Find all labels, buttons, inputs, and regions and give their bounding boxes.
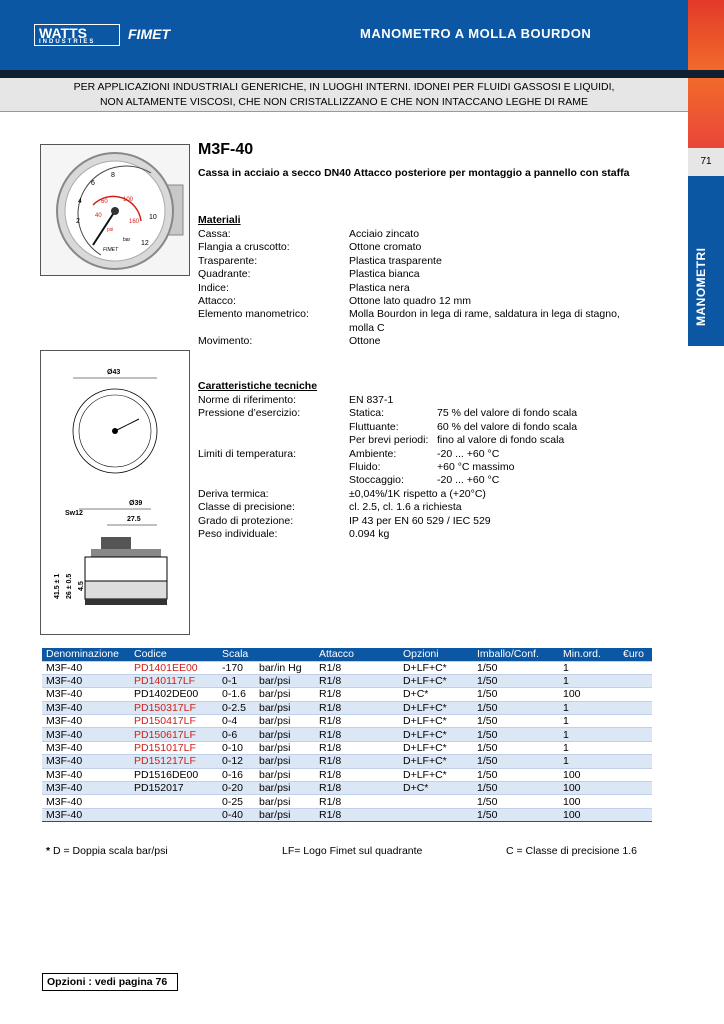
table-cell: bar/psi bbox=[255, 688, 315, 701]
tech-key bbox=[198, 474, 349, 487]
material-value: Plastica bianca bbox=[349, 268, 420, 281]
tech-row bbox=[198, 407, 678, 420]
material-key: Quadrante: bbox=[198, 268, 251, 281]
tech-value: +60 °C massimo bbox=[437, 461, 515, 474]
column-header: Scala bbox=[218, 648, 255, 661]
tech-sub: Fluttuante: bbox=[349, 420, 399, 433]
table-cell: R1/8 bbox=[315, 768, 399, 781]
table-cell: M3F-40 bbox=[42, 688, 130, 701]
table-cell: 1/50 bbox=[473, 661, 559, 674]
gauge-hub bbox=[111, 207, 119, 215]
table-row bbox=[42, 715, 652, 728]
application-banner bbox=[0, 78, 688, 112]
material-row bbox=[198, 335, 678, 348]
table-row bbox=[42, 782, 652, 795]
table-cell: R1/8 bbox=[315, 701, 399, 714]
table-cell: bar/psi bbox=[255, 808, 315, 821]
table-cell: D+LF+C* bbox=[399, 728, 473, 741]
material-row bbox=[198, 241, 678, 254]
material-key: Flangia a cruscotto: bbox=[198, 241, 290, 254]
tech-key bbox=[198, 421, 349, 434]
table-cell: 1 bbox=[559, 741, 619, 754]
table-cell: R1/8 bbox=[315, 661, 399, 674]
table-cell: R1/8 bbox=[315, 755, 399, 768]
table-cell: D+LF+C* bbox=[399, 674, 473, 687]
gauge-label-8: 8 bbox=[111, 172, 115, 179]
table-cell: M3F-40 bbox=[42, 808, 130, 821]
tech-sub: Per brevi periodi: bbox=[349, 434, 429, 447]
footnote-precision: C = Classe di precisione 1.6 bbox=[506, 845, 638, 857]
table-cell: bar/psi bbox=[255, 715, 315, 728]
tech-key: Grado di protezione: bbox=[198, 514, 294, 527]
table-cell: PD150417LF bbox=[130, 715, 218, 728]
table-cell: R1/8 bbox=[315, 715, 399, 728]
table-cell bbox=[619, 808, 652, 821]
material-value: Ottone cromato bbox=[349, 241, 422, 254]
footnote-logo: LF= Logo Fimet sul quadrante bbox=[282, 845, 423, 857]
gauge-label-12: 12 bbox=[141, 240, 149, 247]
gauge-label-160: 160 bbox=[129, 219, 140, 225]
table-cell: -170 bbox=[218, 661, 255, 674]
material-row bbox=[198, 322, 678, 335]
table-cell bbox=[130, 795, 218, 808]
gauge-label-40: 40 bbox=[95, 213, 102, 219]
table-cell: M3F-40 bbox=[42, 661, 130, 674]
banner-line-1: PER APPLICAZIONI INDUSTRIALI GENERICHE, IN LUOGHI INTERNI. IDONEI PER FLUIDI GASSOSI E LIQUIDI, bbox=[73, 81, 615, 93]
material-key: Elemento manometrico: bbox=[198, 308, 309, 321]
product-table bbox=[42, 648, 652, 822]
material-key: Indice: bbox=[198, 281, 229, 294]
table-cell: 1 bbox=[559, 701, 619, 714]
table-cell bbox=[619, 688, 652, 701]
table-cell bbox=[399, 808, 473, 821]
table-cell: 1/50 bbox=[473, 741, 559, 754]
tech-row bbox=[198, 394, 678, 407]
table-cell: 1 bbox=[559, 674, 619, 687]
material-key bbox=[198, 322, 349, 335]
footnote-a-text: D = Doppia scala bar/psi bbox=[50, 845, 168, 857]
tech-key: Classe di precisione: bbox=[198, 501, 295, 514]
table-cell: 100 bbox=[559, 808, 619, 821]
tech-key: Limiti di temperatura: bbox=[198, 447, 297, 460]
table-cell: D+C* bbox=[399, 688, 473, 701]
table-cell: 1/50 bbox=[473, 701, 559, 714]
table-cell: M3F-40 bbox=[42, 728, 130, 741]
model-description: Cassa in acciaio a secco DN40 Attacco posteriore per montaggio a pannello con staffa bbox=[198, 167, 630, 179]
table-cell: bar/psi bbox=[255, 728, 315, 741]
tech-value: -20 ... +60 °C bbox=[437, 447, 500, 460]
tech-value: 60 % del valore di fondo scala bbox=[437, 420, 578, 433]
table-cell: 1/50 bbox=[473, 768, 559, 781]
watts-logo-sub: INDUSTRIES bbox=[39, 39, 96, 45]
dim-sw12: Sw12 bbox=[65, 510, 83, 517]
table-cell bbox=[130, 808, 218, 821]
table-cell: 100 bbox=[559, 782, 619, 795]
table-cell bbox=[619, 782, 652, 795]
table-cell: 1/50 bbox=[473, 795, 559, 808]
table-body bbox=[42, 661, 652, 822]
table-cell: bar/psi bbox=[255, 768, 315, 781]
material-row bbox=[198, 255, 678, 268]
table-cell: 1 bbox=[559, 728, 619, 741]
materials-title: Materiali bbox=[198, 214, 241, 226]
tech-sub: Ambiente: bbox=[349, 447, 397, 460]
footnote-star: * bbox=[46, 845, 51, 857]
material-value: Plastica trasparente bbox=[349, 254, 442, 267]
gauge-label-60: 60 bbox=[101, 199, 108, 205]
material-row bbox=[198, 282, 678, 295]
table-cell: 1/50 bbox=[473, 688, 559, 701]
table-cell: 1/50 bbox=[473, 782, 559, 795]
table-row bbox=[42, 755, 652, 768]
table-cell bbox=[619, 728, 652, 741]
table-row bbox=[42, 674, 652, 687]
table-cell: M3F-40 bbox=[42, 768, 130, 781]
column-header: Min.ord. bbox=[559, 648, 619, 661]
table-cell: 1/50 bbox=[473, 728, 559, 741]
material-key: Movimento: bbox=[198, 335, 253, 348]
table-cell: 0-16 bbox=[218, 768, 255, 781]
dim-d39: Ø39 bbox=[129, 500, 143, 507]
gauge-label-6: 6 bbox=[91, 180, 95, 187]
table-cell: 1/50 bbox=[473, 674, 559, 687]
tech-sub: ±0,04%/1K rispetto a (+20°C) bbox=[349, 487, 486, 500]
table-cell: D+LF+C* bbox=[399, 661, 473, 674]
tech-sub: Fluido: bbox=[349, 461, 381, 474]
table-cell: 1 bbox=[559, 755, 619, 768]
column-header: Codice bbox=[130, 648, 218, 661]
gauge-label-2: 2 bbox=[76, 218, 80, 225]
table-cell: bar/psi bbox=[255, 741, 315, 754]
table-cell: M3F-40 bbox=[42, 674, 130, 687]
table-row bbox=[42, 795, 652, 808]
table-cell: R1/8 bbox=[315, 674, 399, 687]
tech-row bbox=[198, 488, 678, 501]
material-key: Cassa: bbox=[198, 228, 231, 240]
table-cell: bar/psi bbox=[255, 674, 315, 687]
table-cell: M3F-40 bbox=[42, 755, 130, 768]
table-row bbox=[42, 661, 652, 674]
tech-title: Caratteristiche tecniche bbox=[198, 380, 318, 392]
table-cell: 0-12 bbox=[218, 755, 255, 768]
table-cell: D+LF+C* bbox=[399, 755, 473, 768]
tech-key: Pressione d’esercizio: bbox=[198, 407, 301, 420]
table-cell bbox=[619, 755, 652, 768]
table-row bbox=[42, 768, 652, 781]
watts-logo bbox=[34, 24, 120, 46]
table-cell: 100 bbox=[559, 688, 619, 701]
table-cell: 0-1 bbox=[218, 674, 255, 687]
dim-27-5: 27.5 bbox=[127, 516, 141, 523]
column-header: €uro bbox=[619, 648, 652, 661]
table-cell: R1/8 bbox=[315, 782, 399, 795]
table-cell: R1/8 bbox=[315, 808, 399, 821]
gauge-illustration bbox=[41, 145, 189, 275]
table-cell: bar/psi bbox=[255, 782, 315, 795]
table-cell bbox=[619, 701, 652, 714]
table-row bbox=[42, 688, 652, 701]
table-cell bbox=[619, 795, 652, 808]
tech-value: -20 ... +60 °C bbox=[437, 474, 500, 487]
material-value: Plastica nera bbox=[349, 281, 410, 294]
material-value: molla C bbox=[349, 321, 385, 334]
tech-row bbox=[198, 515, 678, 528]
header-divider bbox=[0, 70, 724, 78]
table-cell: M3F-40 bbox=[42, 741, 130, 754]
table-cell: bar/psi bbox=[255, 795, 315, 808]
table-cell: D+LF+C* bbox=[399, 715, 473, 728]
table-cell: PD1516DE00 bbox=[130, 768, 218, 781]
table-cell: PD151217LF bbox=[130, 755, 218, 768]
tech-sub: cl. 2.5, cl. 1.6 a richiesta bbox=[349, 501, 462, 514]
tech-sub: Stoccaggio: bbox=[349, 474, 404, 487]
material-row bbox=[198, 295, 678, 308]
tech-list bbox=[198, 394, 678, 541]
gauge-label-psi: psi bbox=[107, 227, 114, 233]
tech-row bbox=[198, 421, 678, 434]
tech-key: Peso individuale: bbox=[198, 528, 278, 541]
tech-sub: 0.094 kg bbox=[349, 528, 390, 541]
column-header: Opzioni bbox=[399, 648, 473, 661]
dim-26: 26 ± 0.5 bbox=[66, 573, 73, 599]
footnote-dual-scale bbox=[46, 845, 168, 857]
table-cell: PD1402DE00 bbox=[130, 688, 218, 701]
material-value: Acciaio zincato bbox=[349, 228, 420, 240]
drawing-svg bbox=[41, 351, 189, 634]
table-cell: R1/8 bbox=[315, 728, 399, 741]
dim-41-5: 41.5 ± 1 bbox=[54, 573, 61, 599]
side-accent bbox=[688, 78, 724, 148]
header-bar bbox=[0, 0, 724, 70]
tech-sub: Statica: bbox=[349, 407, 385, 420]
table-row bbox=[42, 728, 652, 741]
section-tab-label: MANOMETRI bbox=[694, 247, 708, 326]
column-header: Imballo/Conf. bbox=[473, 648, 559, 661]
table-cell: 0-20 bbox=[218, 782, 255, 795]
table-cell: D+LF+C* bbox=[399, 701, 473, 714]
material-value: Molla Bourdon in lega di rame, saldatura in lega di stagno, bbox=[349, 308, 620, 321]
table-cell bbox=[619, 661, 652, 674]
table-cell: bar/psi bbox=[255, 755, 315, 768]
table-cell: R1/8 bbox=[315, 688, 399, 701]
table-cell bbox=[399, 795, 473, 808]
tech-key bbox=[198, 461, 349, 474]
material-key: Trasparente: bbox=[198, 254, 258, 267]
table-cell: M3F-40 bbox=[42, 715, 130, 728]
table-row bbox=[42, 741, 652, 754]
tech-sub: EN 837-1 bbox=[349, 394, 394, 406]
page-title: MANOMETRO A MOLLA BOURDON bbox=[360, 26, 592, 41]
column-header bbox=[255, 648, 315, 661]
material-row bbox=[198, 228, 678, 241]
table-cell: bar/in Hg bbox=[255, 661, 315, 674]
table-row bbox=[42, 808, 652, 821]
table-cell bbox=[619, 768, 652, 781]
table-cell: D+LF+C* bbox=[399, 741, 473, 754]
tech-row bbox=[198, 474, 678, 487]
materials-list bbox=[198, 228, 678, 349]
table-cell: 0-25 bbox=[218, 795, 255, 808]
table-cell: PD150617LF bbox=[130, 728, 218, 741]
table-cell: 1 bbox=[559, 715, 619, 728]
options-note: Opzioni : vedi pagina 76 bbox=[42, 973, 178, 991]
tech-row bbox=[198, 448, 678, 461]
column-header: Denominazione bbox=[42, 648, 130, 661]
table-cell: M3F-40 bbox=[42, 701, 130, 714]
gauge-label-4: 4 bbox=[78, 198, 82, 205]
table-cell: PD152017 bbox=[130, 782, 218, 795]
technical-drawing bbox=[40, 350, 190, 635]
tech-row bbox=[198, 501, 678, 514]
table-cell: 0-2.5 bbox=[218, 701, 255, 714]
table-cell: 1/50 bbox=[473, 715, 559, 728]
watts-logo-text: WATTS bbox=[39, 25, 87, 41]
table-cell: 0-6 bbox=[218, 728, 255, 741]
table-cell bbox=[619, 715, 652, 728]
banner-line-2: NON ALTAMENTE VISCOSI, CHE NON CRISTALLIZZANO E CHE NON INTACCANO LEGHE DI RAME bbox=[99, 96, 589, 108]
table-cell: 1/50 bbox=[473, 808, 559, 821]
table-cell: 1/50 bbox=[473, 755, 559, 768]
table-cell: M3F-40 bbox=[42, 795, 130, 808]
gauge-label-bar: bar bbox=[123, 237, 131, 243]
table-cell: R1/8 bbox=[315, 741, 399, 754]
header-accent bbox=[688, 0, 724, 70]
gauge-label-100: 100 bbox=[123, 197, 134, 203]
material-row bbox=[198, 268, 678, 281]
table-cell: 100 bbox=[559, 795, 619, 808]
page-number: 71 bbox=[688, 148, 724, 176]
column-header: Attacco bbox=[315, 648, 399, 661]
material-value: Ottone bbox=[349, 335, 381, 348]
table-cell: PD151017LF bbox=[130, 741, 218, 754]
table-cell: 0-40 bbox=[218, 808, 255, 821]
gauge-label-10: 10 bbox=[149, 214, 157, 221]
table-cell: PD140117LF bbox=[130, 674, 218, 687]
material-key: Attacco: bbox=[198, 295, 236, 308]
tech-sub: IP 43 per EN 60 529 / IEC 529 bbox=[349, 514, 491, 527]
table-cell: 1 bbox=[559, 661, 619, 674]
table-cell: bar/psi bbox=[255, 701, 315, 714]
model-name: M3F-40 bbox=[198, 141, 254, 158]
material-row bbox=[198, 308, 678, 321]
tech-row bbox=[198, 434, 678, 447]
dim-d43: Ø43 bbox=[107, 369, 121, 376]
table-cell bbox=[619, 674, 652, 687]
material-value: Ottone lato quadro 12 mm bbox=[349, 295, 471, 308]
table-cell: D+LF+C* bbox=[399, 768, 473, 781]
tech-key: Norme di riferimento: bbox=[198, 394, 297, 406]
tech-key bbox=[198, 434, 349, 447]
table-cell: 0-10 bbox=[218, 741, 255, 754]
table-cell: 100 bbox=[559, 768, 619, 781]
tech-row bbox=[198, 528, 678, 541]
table-row bbox=[42, 701, 652, 714]
tech-value: fino al valore di fondo scala bbox=[437, 434, 565, 447]
product-photo bbox=[40, 144, 190, 276]
tech-row bbox=[198, 461, 678, 474]
table-header bbox=[42, 648, 652, 661]
table-cell: M3F-40 bbox=[42, 782, 130, 795]
table-cell: PD1401EE00 bbox=[130, 661, 218, 674]
table-cell: D+C* bbox=[399, 782, 473, 795]
tech-value: 75 % del valore di fondo scala bbox=[437, 407, 578, 420]
table-cell: PD150317LF bbox=[130, 701, 218, 714]
table-cell bbox=[619, 741, 652, 754]
tech-key: Deriva termica: bbox=[198, 487, 269, 500]
table-cell: 0-4 bbox=[218, 715, 255, 728]
table-cell: R1/8 bbox=[315, 795, 399, 808]
gauge-logo: FIMET bbox=[103, 247, 118, 253]
table-cell: 0-1.6 bbox=[218, 688, 255, 701]
section-tab bbox=[688, 176, 724, 346]
dim-4-5: 4.5 bbox=[78, 581, 85, 591]
fimet-logo: FIMET bbox=[128, 26, 170, 42]
